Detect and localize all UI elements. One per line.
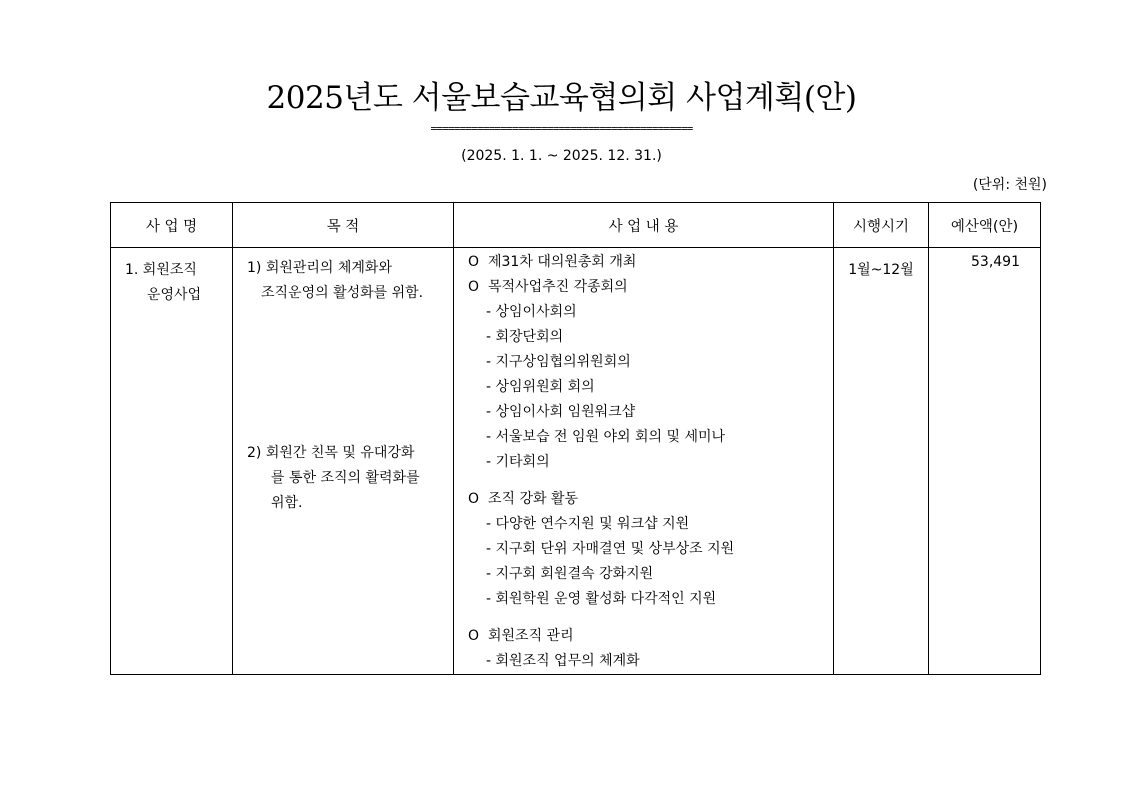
objective-line: 2) 회원간 친목 및 유대강화 (247, 445, 415, 461)
objective-line: 1) 회원관리의 체계화와 (247, 260, 392, 276)
content-item: O 조직 강화 활동 (468, 487, 833, 512)
category-line: 1. 회원조직 (125, 262, 197, 278)
category-cell (111, 248, 233, 675)
header-budget: 예산액(안) (929, 203, 1041, 248)
header-period: 시행시기 (834, 203, 929, 248)
header-objective: 목 적 (233, 203, 454, 248)
header-category: 사 업 명 (111, 203, 233, 248)
content-cell (454, 248, 834, 675)
content-subitem: - 지구회 단위 자매결연 및 상부상조 지원 (486, 541, 735, 557)
period-cell: 1월~12월 (834, 248, 929, 675)
plan-period: (2025. 1. 1. ~ 2025. 12. 31.) (461, 148, 662, 164)
circle-bullet-icon: O (468, 254, 480, 270)
content-subitem: - 지구회 회원결속 강화지원 (486, 566, 654, 582)
budget-cell: 53,491 (929, 248, 1041, 675)
objective-cell (233, 248, 454, 675)
content-item: O 회원조직 관리 (468, 624, 833, 649)
header-content: 사 업 내 용 (454, 203, 834, 248)
document-title: 2025년도 서울보습교육협의회 사업계획(안) (266, 80, 857, 116)
content-subitem: - 다양한 연수지원 및 워크샵 지원 (486, 516, 690, 532)
content-item: O 목적사업추진 각종회의 (468, 275, 833, 300)
circle-bullet-icon: O (468, 628, 480, 644)
circle-bullet-icon: O (468, 279, 480, 295)
content-subitem: - 기타회의 (486, 454, 550, 470)
content-subitem: - 상임이사회의 (486, 304, 577, 320)
table-row (111, 248, 1041, 675)
objective-line: 를 통한 조직의 활력화를 (271, 470, 420, 486)
category-line: 운영사업 (147, 287, 202, 303)
unit-label: (단위: 천원) (972, 177, 1047, 193)
plan-table (110, 202, 1041, 675)
objective-line: 위함. (271, 495, 303, 511)
content-subitem: - 상임위원회 회의 (486, 379, 595, 395)
content-subitem: - 지구상임협의위원회의 (486, 354, 631, 370)
content-subitem: - 회원조직 업무의 체계화 (486, 653, 640, 669)
content-subitem: - 회원학원 운영 활성화 다각적인 지원 (486, 591, 717, 607)
title-underline-rule: ============================================= (430, 122, 693, 135)
content-subitem: - 서울보습 전 임원 야외 회의 및 세미나 (486, 429, 726, 445)
circle-bullet-icon: O (468, 491, 480, 507)
content-subitem: - 상임이사회 임원워크샵 (486, 404, 636, 420)
content-subitem: - 회장단회의 (486, 329, 564, 345)
table-header-row (111, 203, 1041, 248)
content-item: O 제31차 대의원총회 개최 (468, 250, 833, 275)
objective-line: 조직운영의 활성화를 위함. (261, 285, 424, 301)
